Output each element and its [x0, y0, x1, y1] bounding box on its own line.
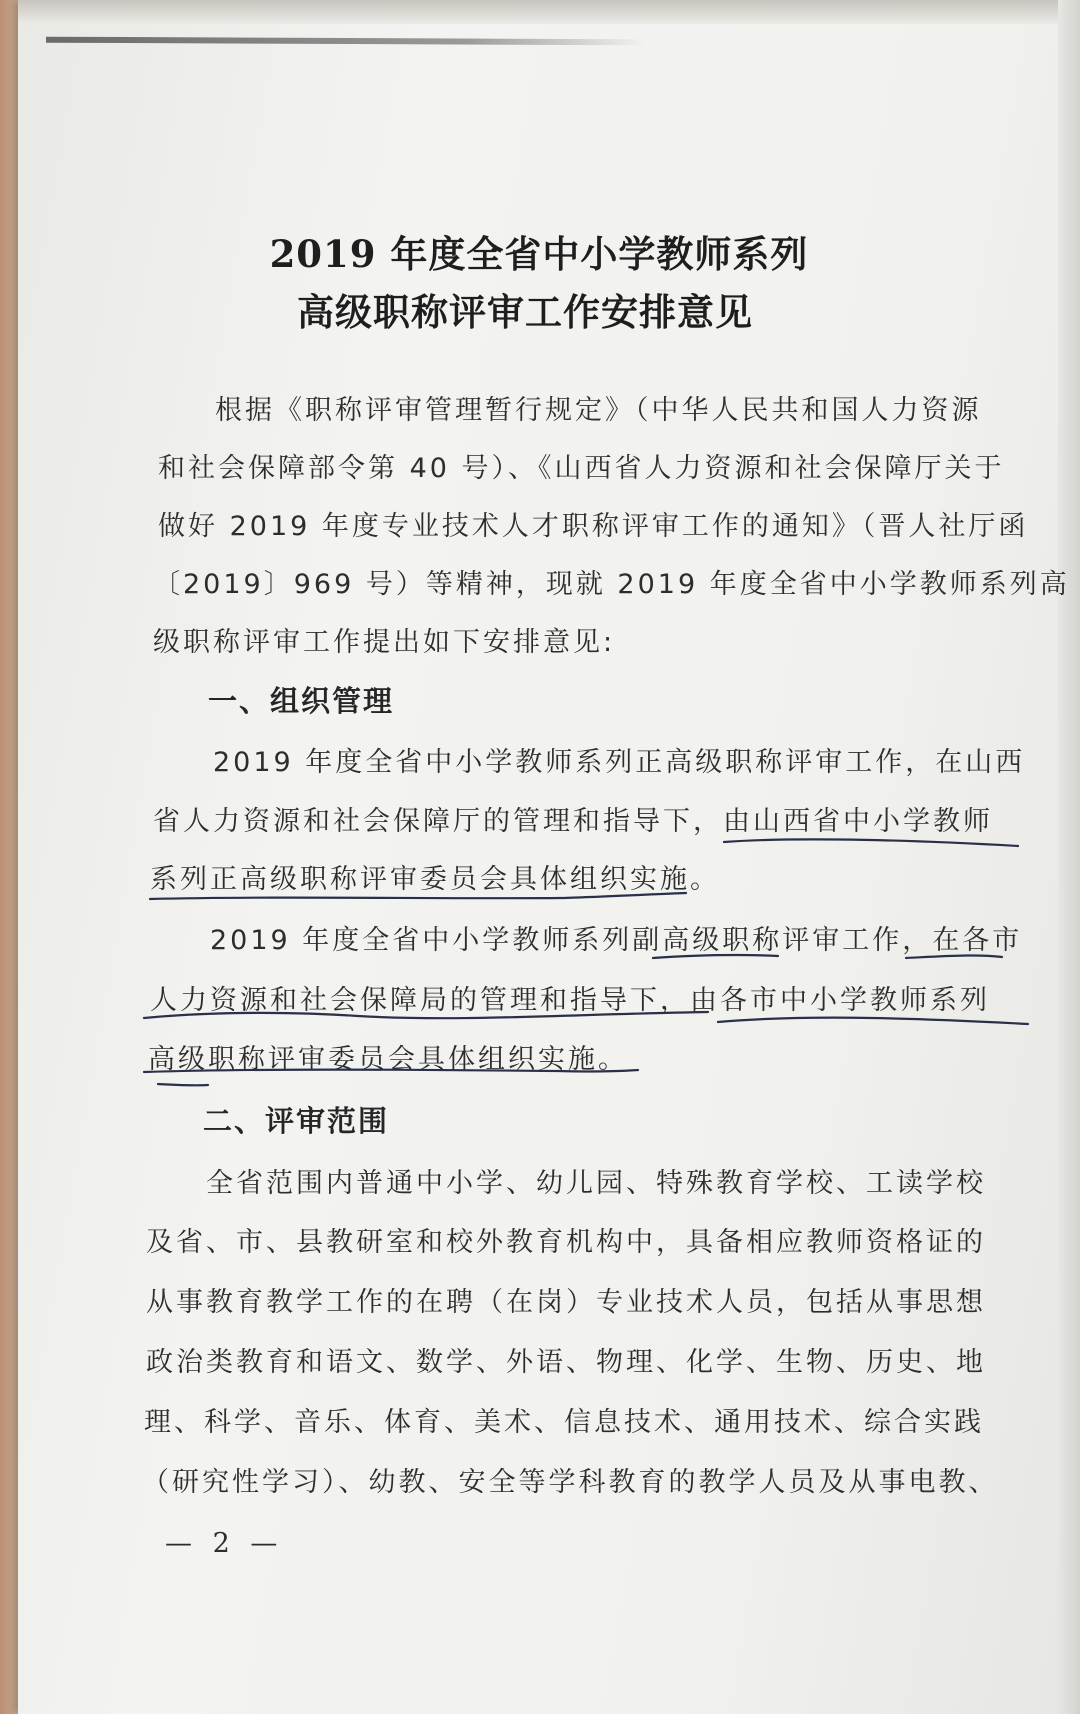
document-title-line-1: 2019 年度全省中小学教师系列 — [269, 232, 809, 276]
section2-para-line: 政治类教育和语文、数学、外语、物理、化学、生物、历史、地 — [146, 1347, 986, 1378]
section1-para1-line: 系列正高级职称评审委员会具体组织实施。 — [150, 864, 720, 895]
underline-mark — [724, 839, 1018, 846]
underline-mark — [158, 1084, 208, 1085]
intro-line: 根据《职称评审管理暂行规定》（中华人民共和国人力资源 — [215, 395, 982, 426]
section2-para-line: 理、科学、音乐、体育、美术、信息技术、通用技术、综合实践 — [144, 1407, 984, 1438]
intro-line: 和社会保障部令第 40 号）、《山西省人力资源和社会保障厅关于 — [158, 453, 1005, 484]
intro-line: 级职称评审工作提出如下安排意见: — [153, 627, 616, 658]
section2-para-line: 全省范围内普通中小学、幼儿园、特殊教育学校、工读学校 — [206, 1168, 986, 1199]
section-heading-organization: 一、组织管理 — [208, 684, 395, 718]
section1-para2-line: 2019 年度全省中小学教师系列副高级职称评审工作，在各市 — [210, 925, 1023, 956]
page-number: — 2 — — [165, 1528, 284, 1559]
section1-para2-line: 高级职称评审委员会具体组织实施。 — [148, 1044, 628, 1075]
section-heading-scope: 二、评审范围 — [203, 1104, 390, 1138]
intro-line: 〔2019〕969 号）等精神，现就 2019 年度全省中小学教师系列高 — [153, 569, 1070, 600]
intro-line: 做好 2019 年度专业技术人才职称评审工作的通知》（晋人社厅函 — [158, 511, 1029, 542]
section1-para1-line: 2019 年度全省中小学教师系列正高级职称评审工作，在山西 — [213, 747, 1026, 778]
document-page — [18, 0, 1080, 1714]
document-title-line-2: 高级职称评审工作安排意见 — [297, 290, 753, 334]
section2-para-line: （研究性学习）、幼教、安全等学科教育的教学人员及从事电教、 — [142, 1467, 999, 1498]
header-rule — [46, 37, 646, 46]
underline-mark — [718, 1018, 1028, 1024]
section1-para2-line: 人力资源和社会保障局的管理和指导下，由各市中小学教师系列 — [150, 985, 990, 1016]
page-top-shadow — [18, 0, 1080, 24]
section1-para1-line: 省人力资源和社会保障厅的管理和指导下，由山西省中小学教师 — [153, 806, 993, 837]
section2-para-line: 及省、市、县教研室和校外教育机构中，具备相应教师资格证的 — [146, 1227, 986, 1258]
section2-para-line: 从事教育教学工作的在聘（在岗）专业技术人员，包括从事思想 — [146, 1287, 986, 1318]
